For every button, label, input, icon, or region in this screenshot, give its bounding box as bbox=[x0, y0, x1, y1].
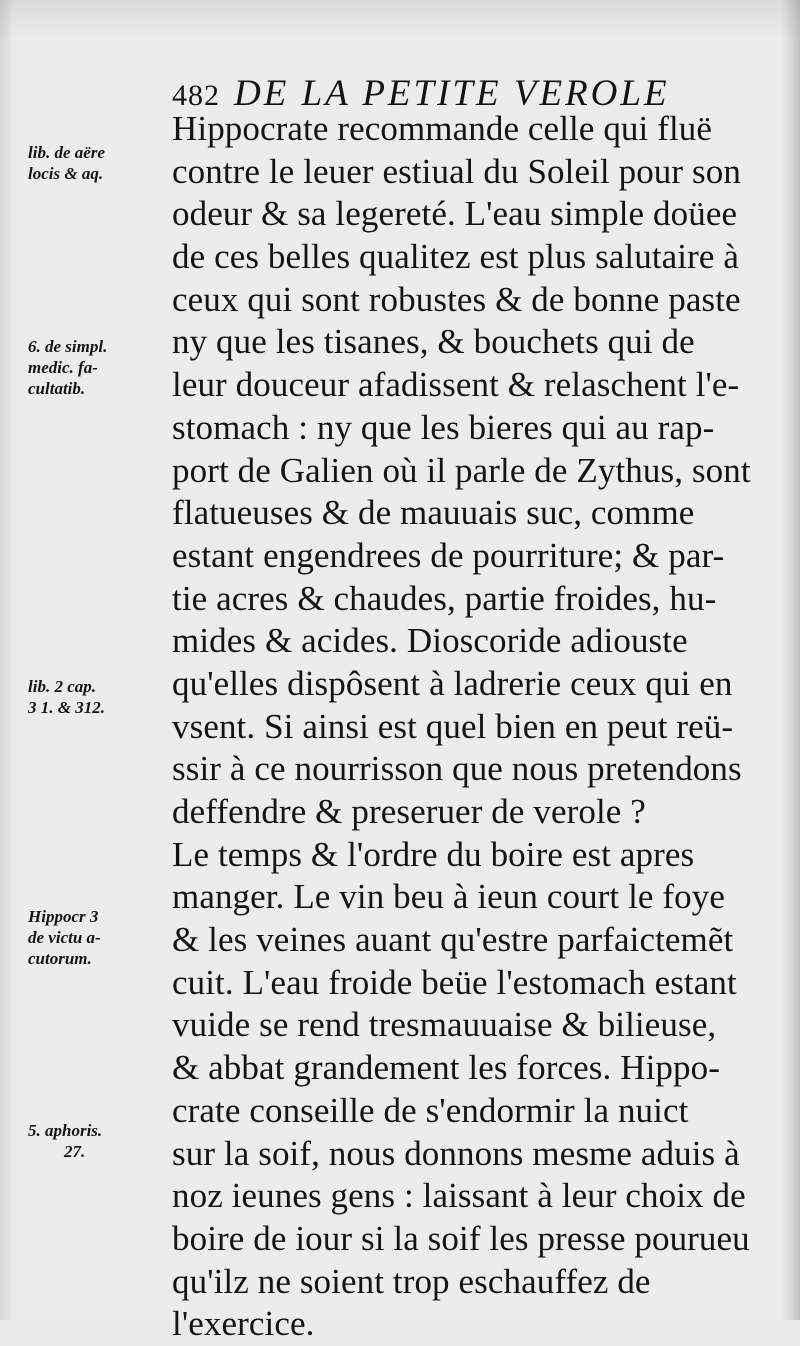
text-line: vuide se rend tresmauuaise & bilieuse, bbox=[172, 1005, 717, 1045]
text-line: estant engendrees de pourriture; & par- bbox=[172, 535, 725, 575]
margin-note bbox=[28, 906, 168, 969]
page-number: 482 bbox=[172, 79, 220, 112]
margin-note-line: de victu a- bbox=[28, 928, 101, 947]
margin-note-line: cutorum. bbox=[28, 949, 92, 968]
text-line: sur la soif, nous donnons mesme aduis à bbox=[172, 1133, 740, 1173]
text-line: ceux qui sont robustes & de bonne paste bbox=[172, 279, 741, 319]
running-title: DE LA PETITE VEROLE bbox=[234, 73, 670, 114]
text-line: leur douceur afadissent & relaschent l'e- bbox=[172, 365, 740, 405]
margin-note-line: lib. de aëre bbox=[28, 143, 105, 162]
text-line: contre le leuer estiual du Soleil pour son bbox=[172, 151, 741, 191]
text-line: & les veines auant qu'estre parfaictemẽt bbox=[172, 920, 734, 960]
margin-note bbox=[28, 1120, 168, 1162]
text-line: l'exercice. bbox=[172, 1304, 315, 1344]
text-line: boire de iour si la soif les presse pourueu bbox=[172, 1218, 750, 1258]
margin-note-line: locis & aq. bbox=[28, 164, 104, 183]
text-line: Le temps & l'ordre du boire est apres bbox=[172, 834, 695, 874]
text-line: qu'ilz ne soient trop eschauffez de bbox=[172, 1261, 651, 1301]
text-line: & abbat grandement les forces. Hippo- bbox=[172, 1048, 720, 1088]
text-line: de ces belles qualitez est plus salutaire à bbox=[172, 237, 739, 277]
text-line: vsent. Si ainsi est quel bien en peut reü- bbox=[172, 706, 734, 746]
margin-note bbox=[28, 142, 168, 184]
text-line: ssir à ce nourrisson que nous pretendons bbox=[172, 749, 742, 789]
text-line: deffendre & preseruer de verole ? bbox=[172, 792, 646, 831]
text-line: tie acres & chaudes, partie froides, hu- bbox=[172, 578, 717, 618]
margin-note-line: 5. aphoris. bbox=[28, 1121, 103, 1140]
text-line: ny que les tisanes, & bouchets qui de bbox=[172, 322, 695, 362]
text-line: port de Galien où il parle de Zythus, sont bbox=[172, 450, 751, 490]
text-line: odeur & sa legereté. L'eau simple doüee bbox=[172, 194, 738, 234]
text-line: noz ieunes gens : laissant à leur choix de bbox=[172, 1176, 746, 1216]
text-line: qu'elles dispôsent à ladrerie ceux qui en bbox=[172, 663, 733, 703]
text-line: Hippocrate recommande celle qui fluë bbox=[172, 109, 713, 148]
body-text bbox=[172, 108, 757, 1346]
margin-note-line: 27. bbox=[64, 1142, 86, 1161]
margin-note-line: medic. fa- bbox=[28, 358, 98, 377]
margin-note bbox=[28, 336, 168, 399]
text-line: mides & acides. Dioscoride adiouste bbox=[172, 621, 688, 661]
margin-note-line: 6. de simpl. bbox=[28, 337, 108, 356]
margin-note-line: Hippocr 3 bbox=[28, 907, 99, 926]
margin-notes bbox=[28, 0, 163, 1320]
text-line: cuit. L'eau froide beüe l'estomach estant bbox=[172, 962, 737, 1002]
margin-note-line: lib. 2 cap. bbox=[28, 677, 96, 696]
margin-note-line: cultatib. bbox=[28, 379, 86, 398]
margin-note bbox=[28, 676, 168, 718]
text-line: crate conseille de s'endormir la nuict bbox=[172, 1090, 689, 1130]
margin-note-line: 3 1. & 312. bbox=[28, 698, 105, 717]
text-line: manger. Le vin beu à ieun court le foye bbox=[172, 877, 725, 917]
text-line: flatueuses & de mauuais suc, comme bbox=[172, 493, 695, 533]
text-line: stomach : ny que les bieres qui au rap- bbox=[172, 407, 715, 447]
